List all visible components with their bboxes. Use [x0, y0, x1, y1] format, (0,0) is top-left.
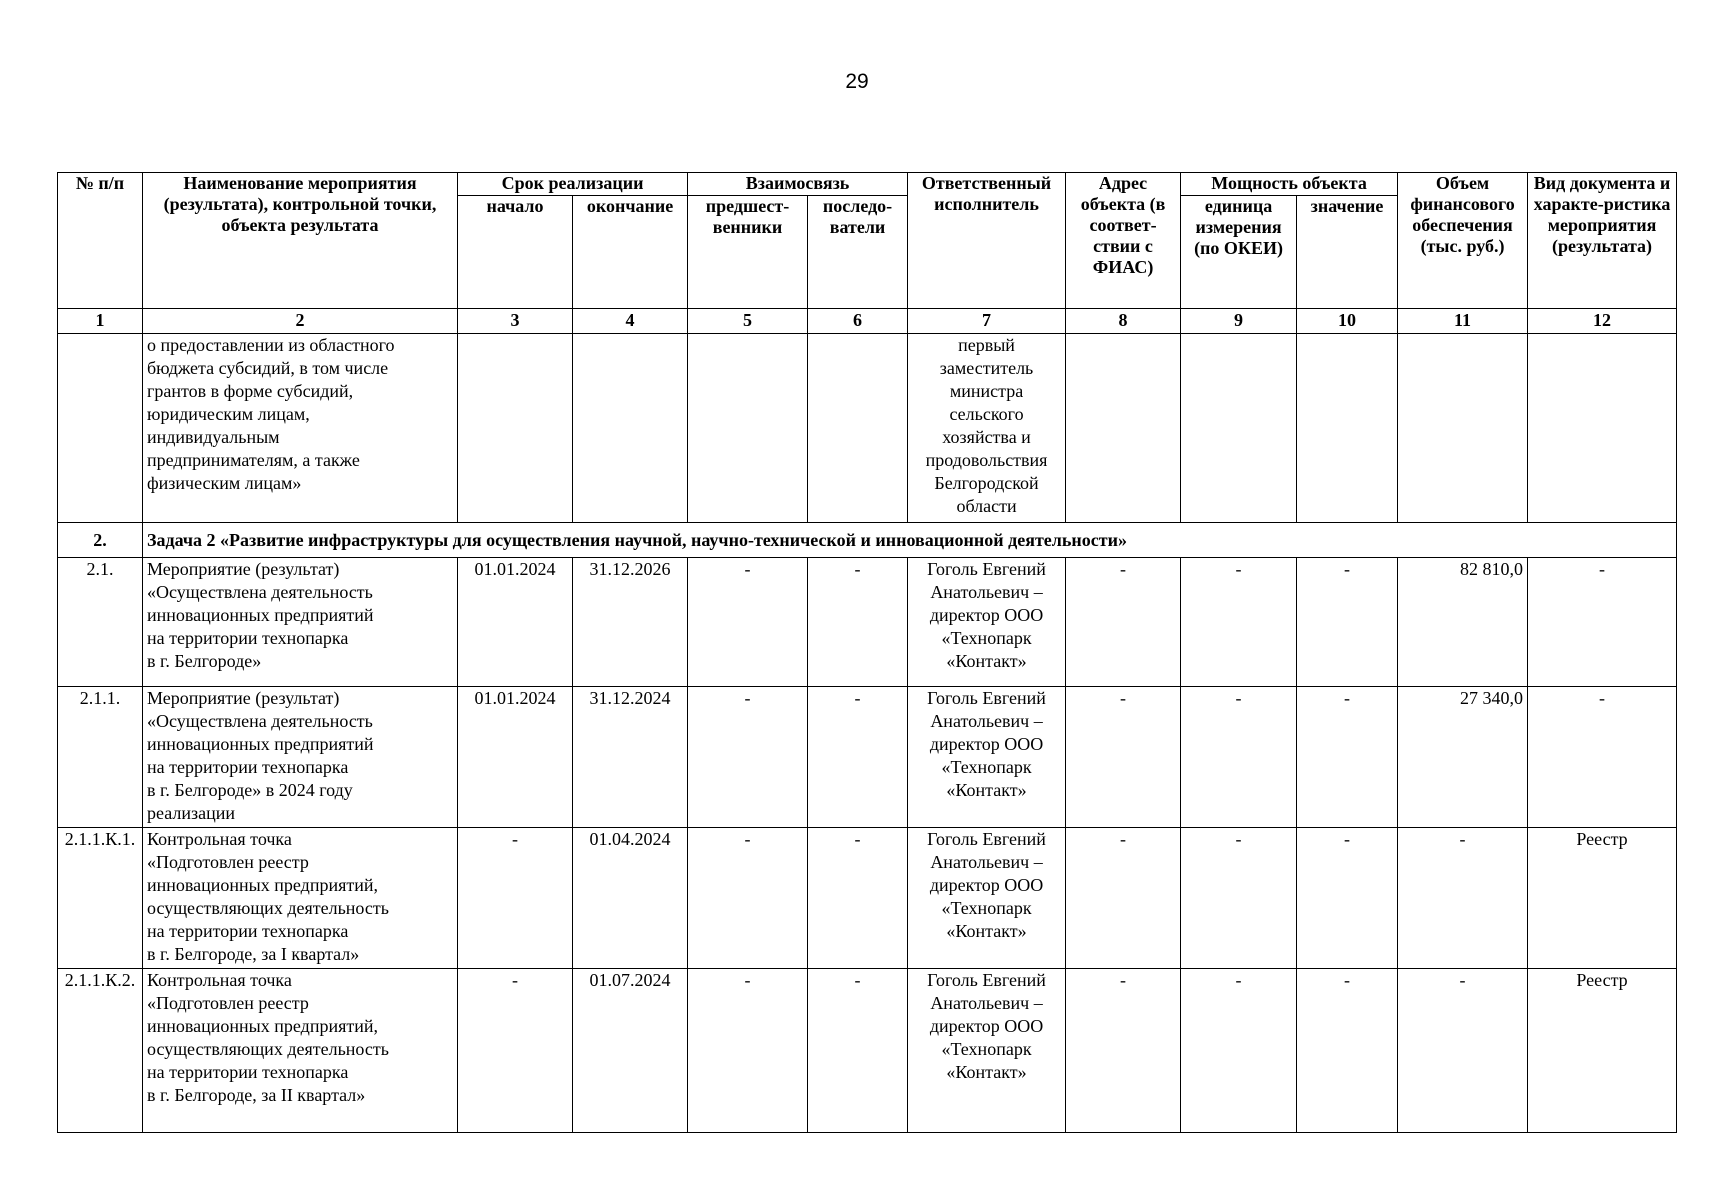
cell-end: 31.12.2024 [573, 687, 688, 828]
cell-finance: 82 810,0 [1398, 558, 1528, 687]
cell-unit: - [1181, 558, 1297, 687]
cell-start: 01.01.2024 [458, 558, 573, 687]
page-number: 29 [845, 70, 869, 93]
cell-value [1297, 334, 1398, 523]
cell-document: Реестр [1528, 828, 1677, 969]
header-successors: последо- ватели [808, 196, 908, 309]
cell-name: о предоставлении из областного бюджета субсидий, в том числе грантов в форме субсидий, юридическим лицам, индивидуальным предпринимателям, а также физическим лицам» [143, 334, 458, 523]
cell-unit: - [1181, 687, 1297, 828]
cell-finance: - [1398, 969, 1528, 1133]
header-document: Вид документа и характе-ристика мероприятия (результата) [1528, 173, 1677, 309]
cell-document: Реестр [1528, 969, 1677, 1133]
task-title: Задача 2 «Развитие инфраструктуры для осуществления научной, научно-технической и инновационной деятельности» [143, 523, 1677, 558]
cell-unit: - [1181, 969, 1297, 1133]
cell-pred [688, 334, 808, 523]
cell-address: - [1066, 558, 1181, 687]
cell-succ: - [808, 828, 908, 969]
cell-num: 2.1.1.К.2. [58, 969, 143, 1133]
cell-value: - [1297, 687, 1398, 828]
col-number: 6 [808, 309, 908, 334]
header-predecessors: предшест- венники [688, 196, 808, 309]
col-number: 10 [1297, 309, 1398, 334]
cell-unit: - [1181, 828, 1297, 969]
cell-name: Мероприятие (результат) «Осуществлена деятельность инновационных предприятий на территории технопарка в г. Белгороде» [143, 558, 458, 687]
cell-end: 01.07.2024 [573, 969, 688, 1133]
cell-responsible: первый заместитель министра сельского хозяйства и продовольствия Белгородской области [908, 334, 1066, 523]
cell-succ: - [808, 687, 908, 828]
col-number: 3 [458, 309, 573, 334]
cell-responsible: Гоголь Евгений Анатольевич – директор ООО «Технопарк «Контакт» [908, 828, 1066, 969]
task-num: 2. [58, 523, 143, 558]
table-row [58, 687, 1677, 828]
col-number: 2 [143, 309, 458, 334]
cell-num [58, 334, 143, 523]
cell-num: 2.1.1.К.1. [58, 828, 143, 969]
header-responsible: Ответственный исполнитель [908, 173, 1066, 309]
task-row [58, 523, 1677, 558]
header-value: значение [1297, 196, 1398, 309]
cell-start: - [458, 969, 573, 1133]
cell-responsible: Гоголь Евгений Анатольевич – директор ООО «Технопарк «Контакт» [908, 969, 1066, 1133]
col-number: 11 [1398, 309, 1528, 334]
cell-name: Контрольная точка «Подготовлен реестр инновационных предприятий, осуществляющих деятельность на территории технопарка в г. Белгороде, за I квартал» [143, 828, 458, 969]
cell-address [1066, 334, 1181, 523]
cell-num: 2.1.1. [58, 687, 143, 828]
cell-end: 31.12.2026 [573, 558, 688, 687]
cell-value: - [1297, 828, 1398, 969]
col-number: 7 [908, 309, 1066, 334]
cell-end: 01.04.2024 [573, 828, 688, 969]
cell-name: Мероприятие (результат) «Осуществлена деятельность инновационных предприятий на территории технопарка в г. Белгороде» в 2024 году реализации [143, 687, 458, 828]
cell-succ: - [808, 969, 908, 1133]
cell-finance: - [1398, 828, 1528, 969]
col-number: 1 [58, 309, 143, 334]
cell-succ [808, 334, 908, 523]
header-address: Адрес объекта (в соответ-ствии с ФИАС) [1066, 173, 1181, 309]
cell-document [1528, 334, 1677, 523]
cell-value: - [1297, 558, 1398, 687]
header-end: окончание [573, 196, 688, 309]
col-number: 5 [688, 309, 808, 334]
table-row [58, 334, 1677, 523]
cell-address: - [1066, 687, 1181, 828]
plan-table [57, 172, 1677, 1133]
cell-address: - [1066, 828, 1181, 969]
cell-document: - [1528, 687, 1677, 828]
cell-num: 2.1. [58, 558, 143, 687]
cell-address: - [1066, 969, 1181, 1133]
header-start: начало [458, 196, 573, 309]
cell-start [458, 334, 573, 523]
col-number: 4 [573, 309, 688, 334]
cell-responsible: Гоголь Евгений Анатольевич – директор ООО «Технопарк «Контакт» [908, 558, 1066, 687]
col-number: 8 [1066, 309, 1181, 334]
table-row [58, 969, 1677, 1133]
header-period: Срок реализации [458, 173, 688, 196]
cell-name: Контрольная точка «Подготовлен реестр инновационных предприятий, осуществляющих деятельность на территории технопарка в г. Белгороде, за II квартал» [143, 969, 458, 1133]
header-finance: Объем финансового обеспечения (тыс. руб.) [1398, 173, 1528, 309]
header-unit: единица измерения (по ОКЕИ) [1181, 196, 1297, 309]
cell-document: - [1528, 558, 1677, 687]
header-name: Наименование мероприятия (результата), контрольной точки, объекта результата [143, 173, 458, 309]
cell-end [573, 334, 688, 523]
table-row [58, 558, 1677, 687]
cell-start: 01.01.2024 [458, 687, 573, 828]
header-num: № п/п [58, 173, 143, 309]
cell-start: - [458, 828, 573, 969]
cell-pred: - [688, 558, 808, 687]
cell-responsible: Гоголь Евгений Анатольевич – директор ООО «Технопарк «Контакт» [908, 687, 1066, 828]
cell-finance [1398, 334, 1528, 523]
header-capacity: Мощность объекта [1181, 173, 1398, 196]
cell-pred: - [688, 828, 808, 969]
cell-unit [1181, 334, 1297, 523]
header-link: Взаимосвязь [688, 173, 908, 196]
col-number: 12 [1528, 309, 1677, 334]
col-number: 9 [1181, 309, 1297, 334]
cell-value: - [1297, 969, 1398, 1133]
cell-finance: 27 340,0 [1398, 687, 1528, 828]
cell-pred: - [688, 969, 808, 1133]
table-row [58, 828, 1677, 969]
cell-succ: - [808, 558, 908, 687]
cell-pred: - [688, 687, 808, 828]
